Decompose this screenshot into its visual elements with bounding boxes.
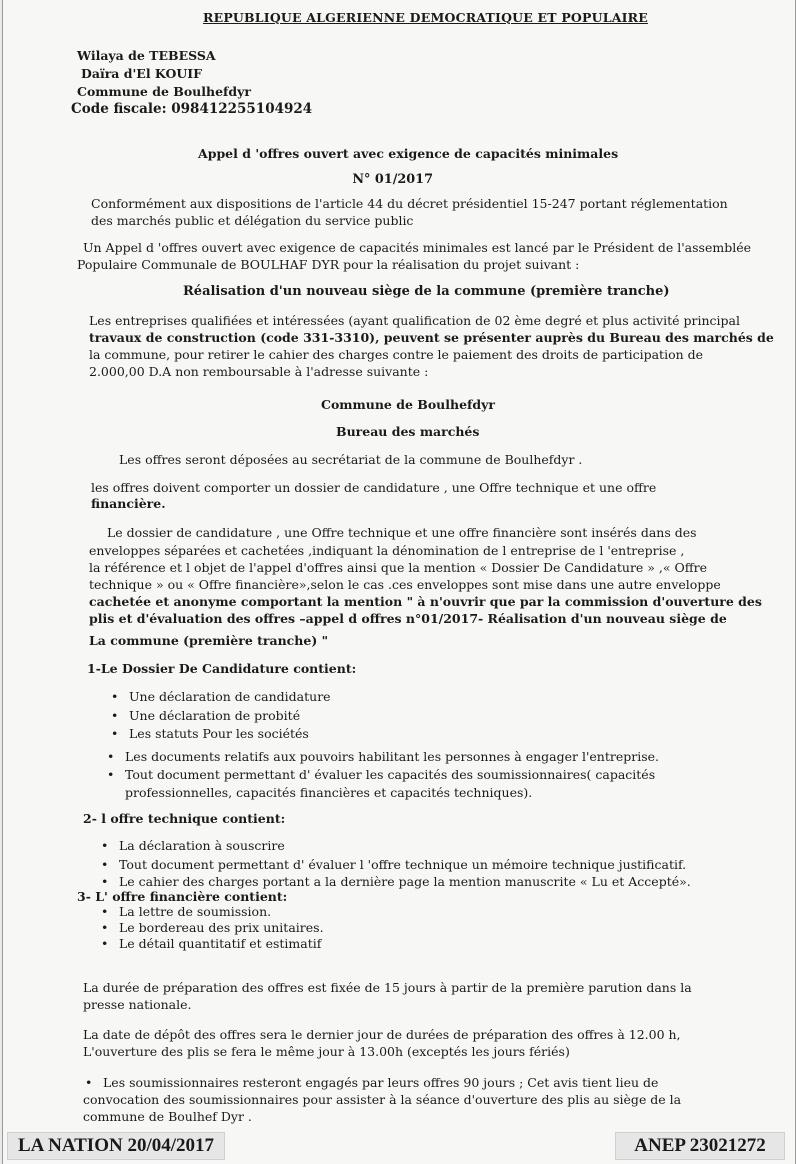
duree-line-2: presse nationale.	[83, 997, 192, 1012]
contents-line-2: financière.	[91, 496, 166, 511]
address-bureau: Bureau des marchés	[336, 424, 480, 439]
technique-item: • Le cahier des charges portant a la dernière page la mention manuscrite « Lu et Accepté».	[119, 874, 691, 890]
appel-line-2: Populaire Communale de BOULHAF DYR pour la réalisation du projet suivant :	[77, 257, 580, 272]
engagement-line-2: convocation des soumissionnaires pour assister à la séance d'ouverture des plis au siège de la	[83, 1092, 682, 1107]
dossier-item: • Les documents relatifs aux pouvoirs habilitant les personnes à engager l'entreprise.	[125, 749, 659, 765]
notice-title: Appel d 'offres ouvert avec exigence de capacités minimales	[198, 146, 619, 161]
appel-line-1: Un Appel d 'offres ouvert avec exigence de capacités minimales est lancé par le Président de l'assemblée	[83, 240, 751, 255]
daira-line: Daïra d'El KOUIF	[81, 66, 202, 81]
envelope-line-6: plis et d'évaluation des offres –appel d offres n°01/2017- Réalisation d'un nouveau siège de	[89, 611, 727, 626]
code-fiscale-line: Code fiscale: 098412255104924	[71, 101, 313, 117]
financiere-item: • Le bordereau des prix unitaires.	[119, 920, 324, 936]
envelope-line-3: la référence et l objet de l'appel d'offres ainsi que la mention « Dossier De Candidature » ,« Offre	[89, 560, 708, 575]
eligibility-line-4: 2.000,00 D.A non remboursable à l'adresse suivante :	[89, 364, 429, 379]
envelope-line-7: La commune (première tranche) "	[89, 633, 329, 648]
financiere-item: • Le détail quantitatif et estimatif	[119, 936, 321, 952]
anep-reference: ANEP 23021272	[615, 1132, 785, 1160]
dossier-item: • Tout document permettant d' évaluer les capacités des soumissionnaires( capacités	[125, 767, 655, 783]
depot-line-2: L'ouverture des plis se fera le même jour à 13.00h (exceptés les jours fériés)	[83, 1044, 570, 1059]
engagement-line-1: • Les soumissionnaires resteront engagés par leurs offres 90 jours ; Cet avis tient lieu de	[103, 1075, 658, 1091]
technique-heading: 2- l offre technique contient:	[83, 811, 286, 826]
commune-line: Commune de Boulhefdyr	[77, 84, 252, 99]
financiere-item: • La lettre de soumission.	[119, 904, 271, 920]
dossier-item: • Une déclaration de probité	[129, 708, 300, 724]
technique-item: • Tout document permettant d' évaluer l 'offre technique un mémoire technique justificatif.	[119, 857, 686, 873]
deposit-line: Les offres seront déposées au secrétariat de la commune de Boulhefdyr .	[119, 452, 583, 467]
address-commune: Commune de Boulhefdyr	[321, 397, 496, 412]
depot-line-1: La date de dépôt des offres sera le dernier jour de durées de préparation des offres à 12.00 h,	[83, 1027, 681, 1042]
engagement-line-3: commune de Boulhef Dyr .	[83, 1109, 252, 1124]
technique-item: • La déclaration à souscrire	[119, 838, 285, 854]
duree-line-1: La durée de préparation des offres est fixée de 15 jours à partir de la première parution dans la	[83, 980, 692, 995]
eligibility-line-2: travaux de construction (code 331-3310), peuvent se présenter auprès du Bureau des marchés de	[89, 330, 774, 345]
dossier-item: • Les statuts Pour les sociétés	[129, 726, 309, 742]
intro-line-1: Conformément aux dispositions de l'article 44 du décret présidentiel 15-247 portant réglementation	[91, 196, 728, 211]
dossier-item-continued: professionnelles, capacités financières et capacités techniques).	[125, 785, 533, 800]
project-title: Réalisation d'un nouveau siège de la commune (première tranche)	[183, 284, 670, 299]
notice-number: N° 01/2017	[352, 172, 433, 187]
dossier-item: • Une déclaration de candidature	[129, 689, 331, 705]
eligibility-line-1: Les entreprises qualifiées et intéressées (ayant qualification de 02 ème degré et plus activité principal	[89, 313, 740, 328]
wilaya-line: Wilaya de TEBESSA	[77, 48, 216, 63]
republic-heading: REPUBLIQUE ALGERIENNE DEMOCRATIQUE ET POPULAIRE	[203, 10, 648, 25]
publication-label: LA NATION 20/04/2017	[7, 1132, 225, 1160]
envelope-line-5: cachetée et anonyme comportant la mention " à n'ouvrir que par la commission d'ouverture des	[89, 594, 762, 609]
envelope-line-1: Le dossier de candidature , une Offre technique et une offre financière sont insérés dans des	[107, 525, 697, 540]
contents-line-1: les offres doivent comporter un dossier de candidature , une Offre technique et une offre	[91, 480, 657, 495]
document-page	[2, 0, 796, 1164]
envelope-line-4: technique » ou « Offre financière»,selon le cas .ces enveloppes sont mise dans une autre enveloppe	[89, 577, 721, 592]
eligibility-line-3: la commune, pour retirer le cahier des charges contre le paiement des droits de participation de	[89, 347, 704, 362]
envelope-line-2: enveloppes séparées et cachetées ,indiquant la dénomination de l entreprise de l 'entreprise ,	[89, 543, 685, 558]
financiere-heading: 3- L' offre financière contient:	[77, 889, 288, 904]
dossier-heading: 1-Le Dossier De Candidature contient:	[87, 661, 357, 676]
intro-line-2: des marchés public et délégation du service public	[91, 213, 414, 228]
